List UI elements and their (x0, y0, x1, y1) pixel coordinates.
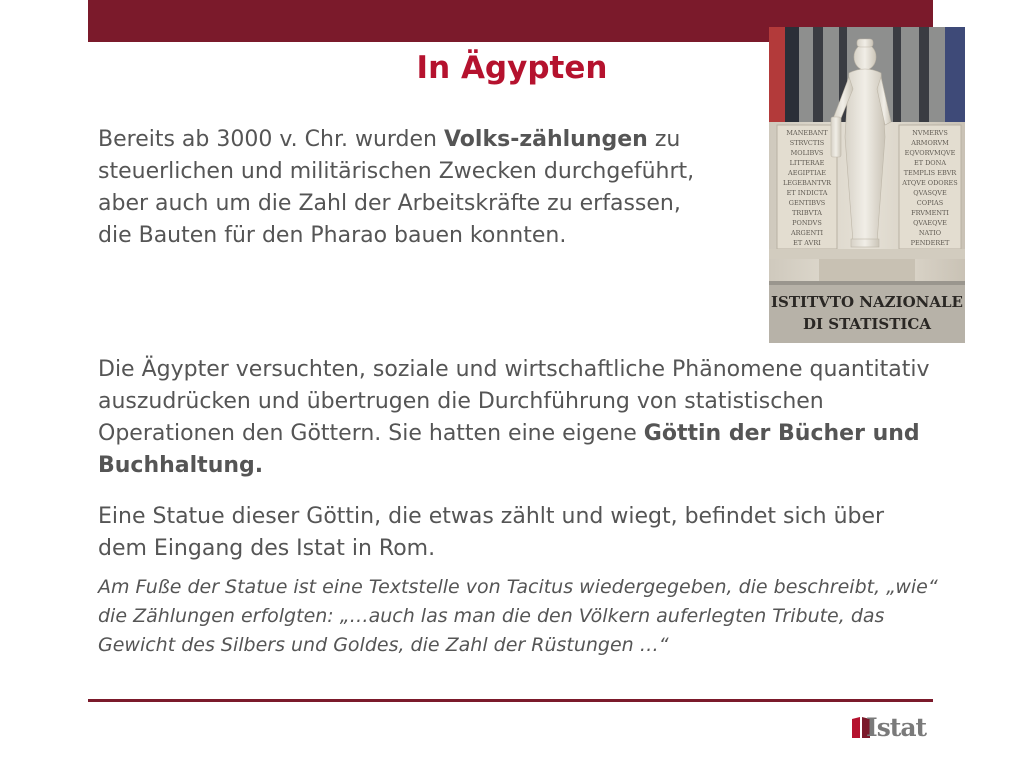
inscription-right-line-11: PENDERET (910, 239, 950, 247)
inscription-right-line-7: COPIAS (916, 199, 944, 207)
paragraph-egyptians-bold: Göttin der Bücher und Buchhaltung. (98, 421, 920, 478)
inscription-right-line-3: ET DONA (913, 159, 947, 167)
inscription-left-line-5: LEGEBANTVR (782, 179, 832, 187)
inscription-right-line-0: NVMERVS (912, 129, 948, 137)
inscription-right-line-8: FRVMENTI (911, 209, 949, 217)
istat-statue-photo (769, 27, 965, 343)
bottom-divider (88, 699, 933, 702)
paragraph-statue: Eine Statue dieser Göttin, die etwas zählt und wiegt, befindet sich über dem Eingang des Istat in Rom. (98, 504, 885, 561)
inscription-left-line-0: MANEBANT (786, 129, 828, 137)
inscription-left-line-10: ARGENTI (790, 229, 824, 237)
inscription-right-line-6: QVASQVE (913, 189, 947, 197)
paragraph-census-bold: Volks-zählungen (443, 127, 648, 152)
inscription-left-line-2: MOLIBVS (790, 149, 824, 157)
paragraph-tacitus-quote: Am Fuße der Statue ist eine Textstelle von Tacitus wiedergegeben, die beschreibt, „wie“ die Zählungen erfolgten: „…auch las man die den Völkern auferlegten Tribute, das Gewicht des Silbers und Goldes, die Zahl der Rüstungen …“ (98, 576, 938, 656)
paragraph-census-text-c: zu steuerlichen und militärischen Zwecken durchgeführt, aber auch um die Zahl der Arbeitskräfte zu erfassen, die Bauten für den Pharao bauen konnten. (98, 127, 695, 248)
inscription-right-line-2: EQVORVMQVE (904, 149, 956, 157)
paragraph-census-text-a: Bereits ab 3000 v. Chr. wurden (98, 127, 444, 152)
inscription-left-line-8: TRIBVTA (792, 209, 822, 217)
sign-line-1: ISTITVTO NAZIONALE (771, 293, 963, 311)
inscription-left-line-1: STRVCTIS (789, 139, 825, 147)
slide-title: In Ägypten (416, 50, 608, 86)
inscription-left-line-6: ET INDICTA (786, 189, 828, 197)
inscription-right-line-1: ARMORVM (911, 139, 949, 147)
paragraph-egyptians-text: Die Ägypter versuchten, soziale und wirtschaftliche Phänomene quantitativ auszudrücken und übertrugen die Durchführung von statistischen Operationen den Göttern. Sie hatten eine eigene (98, 357, 930, 446)
paragraph-egyptians (98, 354, 938, 482)
inscription-right-line-9: QVAEQVE (913, 219, 947, 227)
inscription-left-line-11: ET AVRI (793, 239, 821, 247)
istat-sign (769, 285, 965, 343)
inscription-right-line-4: TEMPLIS EBVR (903, 169, 957, 177)
paragraph-census (98, 124, 708, 252)
sign-line-2: DI STATISTICA (802, 315, 932, 333)
inscription-right-line-5: ATQVE ODORES (902, 179, 958, 187)
inscription-left-line-4: AEGIPTIAE (788, 169, 826, 177)
istat-logo-text: Istat (866, 713, 927, 742)
inscription-left-line-7: GENTIBVS (788, 199, 826, 207)
inscription-left-line-9: PONDVS (792, 219, 822, 227)
inscription-right-line-10: NATIO (918, 229, 942, 237)
inscription-left-line-3: LITTERAE (789, 159, 825, 167)
